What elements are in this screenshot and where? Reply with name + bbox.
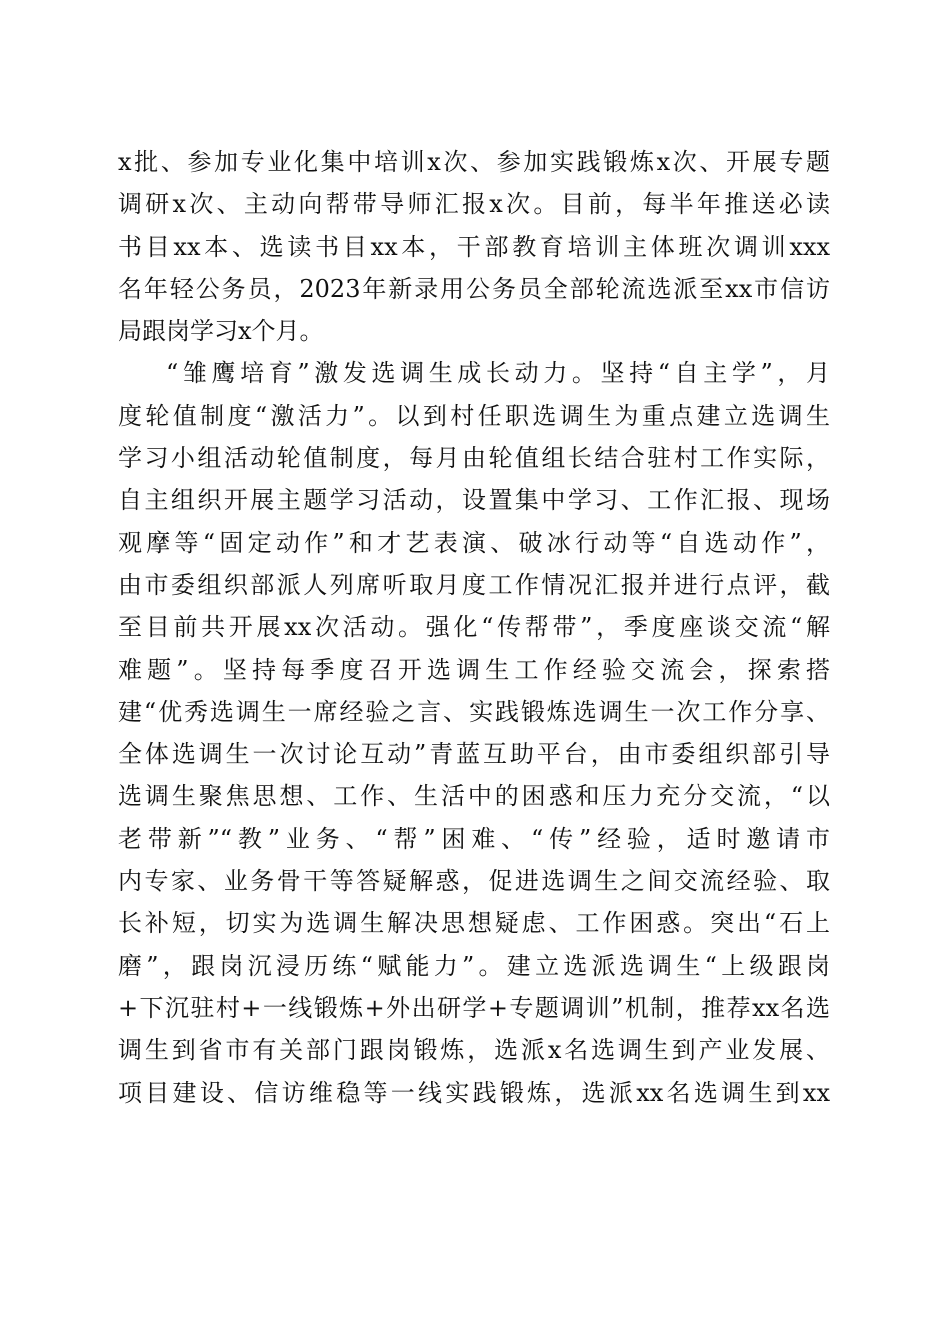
text-line: 调生到省市有关部门跟岗锻炼，选派x名选调生到产业发展、 — [118, 1036, 830, 1065]
body-text — [118, 141, 830, 1114]
text-line: 难题”。坚持每季度召开选调生工作经验交流会，探索搭 — [118, 655, 830, 684]
text-line: 书目xx本、选读书目xx本，干部教育培训主体班次调训xxx — [118, 232, 830, 261]
text-line: 全体选调生一次讨论互动”青蓝互助平台，由市委组织部引导 — [118, 740, 830, 769]
text-line: 项目建设、信访维稳等一线实践锻炼，选派xx名选调生到xx — [118, 1078, 830, 1107]
text-line: 选调生聚焦思想、工作、生活中的困惑和压力充分交流，“以 — [118, 782, 830, 811]
text-line: 局跟岗学习x个月。 — [118, 317, 324, 346]
paragraph-first-line: “雏鹰培育”激发选调生成长动力。坚持“自主学”，月 — [166, 359, 830, 388]
text-line: 名年轻公务员，2023年新录用公务员全部轮流选派至xx市信访 — [118, 274, 830, 303]
text-line: 老带新”“教”业务、“帮”困难、“传”经验，适时邀请市 — [118, 824, 830, 853]
text-line: 至目前共开展xx次活动。强化“传帮带”，季度座谈交流“解 — [118, 613, 830, 642]
text-line: 建“优秀选调生一席经验之言、实践锻炼选调生一次工作分享、 — [118, 697, 830, 726]
text-line: 度轮值制度“激活力”。以到村任职选调生为重点建立选调生 — [118, 401, 830, 430]
text-line: 调研x次、主动向帮带导师汇报x次。目前，每半年推送必读 — [118, 190, 830, 219]
text-line: 学习小组活动轮值制度，每月由轮值组长结合驻村工作实际， — [118, 444, 830, 473]
text-line: 长补短，切实为选调生解决思想疑虑、工作困惑。突出“石上 — [118, 909, 830, 938]
text-line: 自主组织开展主题学习活动，设置集中学习、工作汇报、现场 — [118, 486, 830, 515]
text-line: +下沉驻村+一线锻炼+外出研学+专题调训”机制，推荐xx名选 — [118, 993, 830, 1022]
text-line: x批、参加专业化集中培训x次、参加实践锻炼x次、开展专题 — [118, 148, 830, 176]
text-line: 观摩等“固定动作”和才艺表演、破冰行动等“自选动作”， — [118, 528, 830, 557]
text-line: 磨”，跟岗沉浸历练“赋能力”。建立选派选调生“上级跟岗 — [118, 951, 830, 980]
text-line: 内专家、业务骨干等答疑解惑，促进选调生之间交流经验、取 — [118, 867, 830, 896]
text-line: 由市委组织部派人列席听取月度工作情况汇报并进行点评，截 — [118, 570, 830, 599]
